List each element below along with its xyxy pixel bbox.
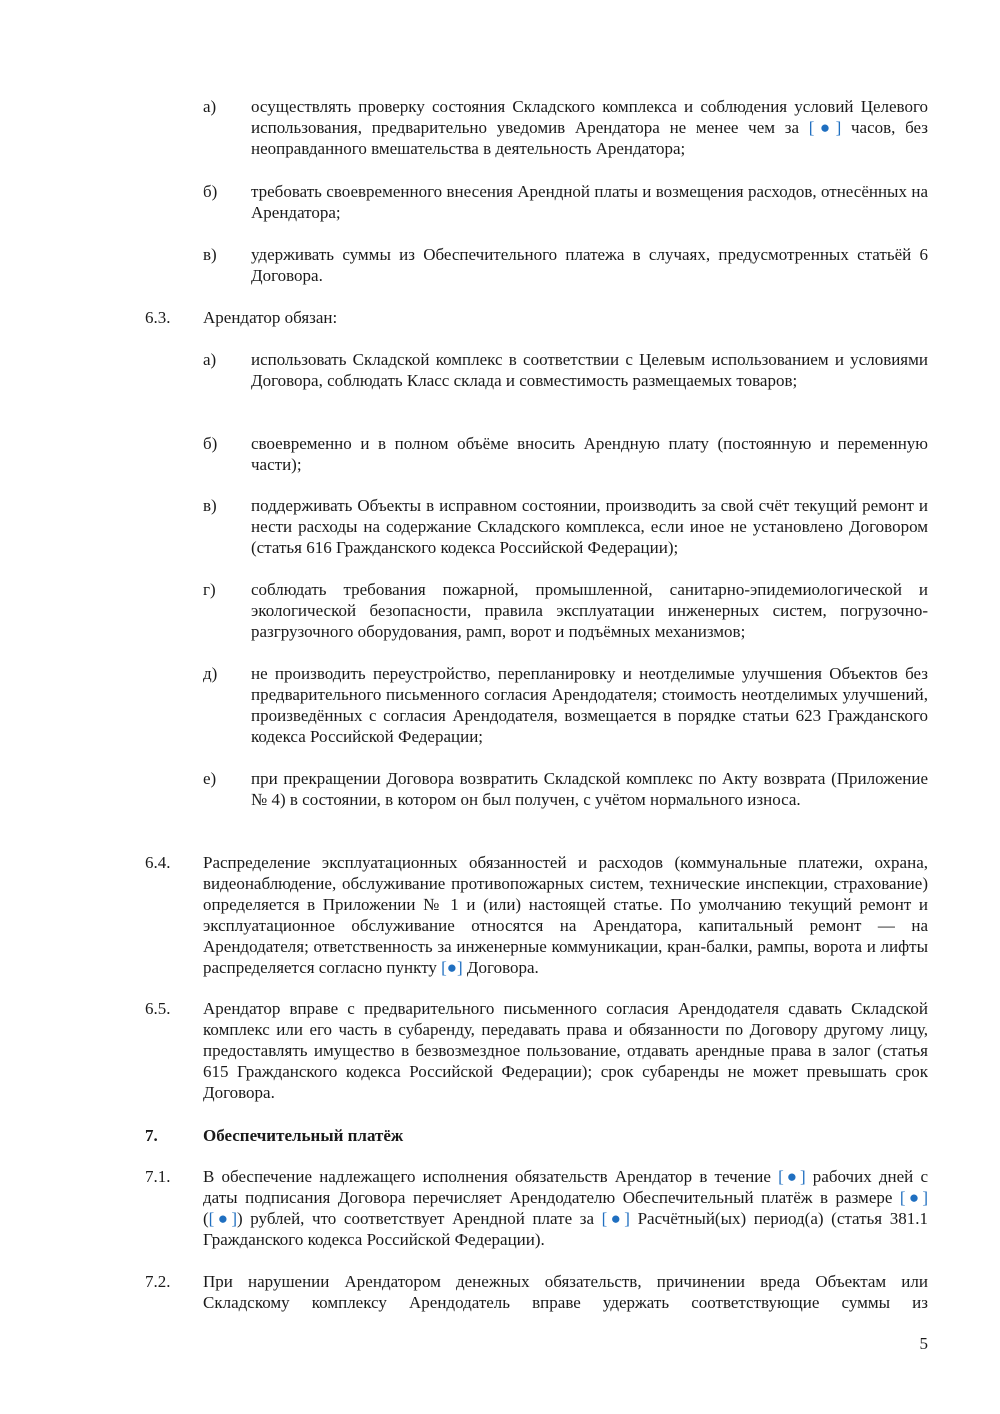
list-item	[203, 579, 928, 642]
list-item	[203, 244, 928, 286]
clause-text: В обеспечение надлежащего исполнения обязательств Арендатор в течение [●] рабочих дней с даты подписания Договора перечисляет Арендодателю Обеспечительный платёж в размере [●] ([●]) рублей, что соответствует Арендной плате за [●] Расчётный(ых) период(а) (статья 381.1 Гражданского кодекса Российской Федерации).	[203, 1167, 928, 1249]
clause-text: При нарушении Арендатором денежных обязательств, причинении вреда Объектам или Складскому комплексу Арендодатель вправе удержать соответствующие суммы из	[203, 1272, 928, 1312]
page-number: 5	[919, 1334, 928, 1353]
item-number: а)	[203, 350, 217, 369]
list-item	[203, 433, 928, 475]
placeholder-field[interactable]: [●]	[899, 1188, 928, 1207]
list-item	[203, 663, 928, 747]
item-number: г)	[203, 580, 216, 599]
item-number: е)	[203, 769, 217, 788]
clause-7-2	[145, 1271, 928, 1313]
list-item	[203, 495, 928, 558]
clause-text: Арендатор вправе с предварительного письменного согласия Арендодателя сдавать Складской комплекс или его часть в субаренду, передавать права и обязанности по Договору другому лицу, предоставлять имущество в безвозмездное пользование, отдавать арендные права в залог (статья 615 Гражданского кодекса Российской Федерации); срок субаренды не может превышать срок Договора.	[203, 999, 928, 1102]
clause-number: 6.3.	[145, 308, 171, 327]
item-number: в)	[203, 496, 217, 515]
clause-text: Арендатор обязан:	[203, 308, 338, 327]
item-number: д)	[203, 664, 218, 683]
item-text: использовать Складской комплекс в соответствии с Целевым использованием и условиями Договора, соблюдать Класс склада и совместимость размещаемых товаров;	[251, 350, 928, 390]
item-text: не производить переустройство, перепланировку и неотделимые улучшения Объектов без предварительного письменного согласия Арендодателя; стоимость неотделимых улучшений, произведённых с согласия Арендодателя, возмещается в порядке статьи 623 Гражданского кодекса Российской Федерации;	[251, 664, 928, 746]
item-number: б)	[203, 434, 218, 453]
item-number: б)	[203, 182, 218, 201]
placeholder-field[interactable]: [●]	[208, 1209, 237, 1228]
placeholder-field[interactable]: [●]	[778, 1167, 806, 1186]
section-heading	[145, 1125, 928, 1146]
item-text: своевременно и в полном объёме вносить Арендную плату (постоянную и переменную части);	[251, 434, 928, 474]
placeholder-field[interactable]: [●]	[601, 1209, 630, 1228]
item-text: поддерживать Объекты в исправном состоянии, производить за свой счёт текущий ремонт и нести расходы на содержание Складского комплекса, если иное не установлено Договором (статья 616 Гражданского кодекса Российской Федерации);	[251, 496, 928, 557]
clause-text: Распределение эксплуатационных обязанностей и расходов (коммунальные платежи, охрана, видеонаблюдение, обслуживание противопожарных систем, технические инспекции, страхование) определяется в Приложении № 1 и (или) настоящей статье. По умолчанию текущий ремонт и эксплуатационное обслуживание относятся на Арендатора, капитальный ремонт — на Арендодателя; ответственность за инженерные коммуникации, кран-балки, рампы, ворота и лифты распределяется согласно пункту [●] Договора.	[203, 853, 928, 977]
clause-6-5	[145, 998, 928, 1103]
list-item	[203, 349, 928, 391]
placeholder-field[interactable]: [●]	[441, 958, 463, 977]
item-number: в)	[203, 245, 217, 264]
clause-number: 7.1.	[145, 1167, 171, 1186]
list-item	[203, 96, 928, 159]
section-title: Обеспечительный платёж	[203, 1126, 404, 1145]
clause-6-3	[145, 307, 928, 328]
clause-7-1	[145, 1166, 928, 1250]
section-number: 7.	[145, 1126, 158, 1145]
list-item	[203, 768, 928, 810]
clause-number: 7.2.	[145, 1272, 171, 1291]
item-number: а)	[203, 97, 217, 116]
clause-number: 6.5.	[145, 999, 171, 1018]
item-text: осуществлять проверку состояния Складского комплекса и соблюдения условий Целевого использования, предварительно уведомив Арендатора не менее чем за [●] часов, без неоправданного вмешательства в деятельность Арендатора;	[251, 97, 929, 158]
placeholder-field[interactable]: [●]	[808, 118, 842, 137]
clause-6-4	[145, 852, 928, 978]
item-text: при прекращении Договора возвратить Складской комплекс по Акту возврата (Приложение № 4) в состоянии, в котором он был получен, с учётом нормального износа.	[251, 769, 928, 809]
clause-number: 6.4.	[145, 853, 171, 872]
item-text: соблюдать требования пожарной, промышленной, санитарно-эпидемиологической и экологической безопасности, правила эксплуатации инженерных систем, погрузочно-разгрузочного оборудования, рамп, ворот и подъёмных механизмов;	[251, 580, 928, 641]
item-text: удерживать суммы из Обеспечительного платежа в случаях, предусмотренных статьёй 6 Договора.	[251, 245, 928, 285]
list-item	[203, 181, 928, 223]
item-text: требовать своевременного внесения Арендной платы и возмещения расходов, отнесённых на Арендатора;	[251, 182, 928, 222]
